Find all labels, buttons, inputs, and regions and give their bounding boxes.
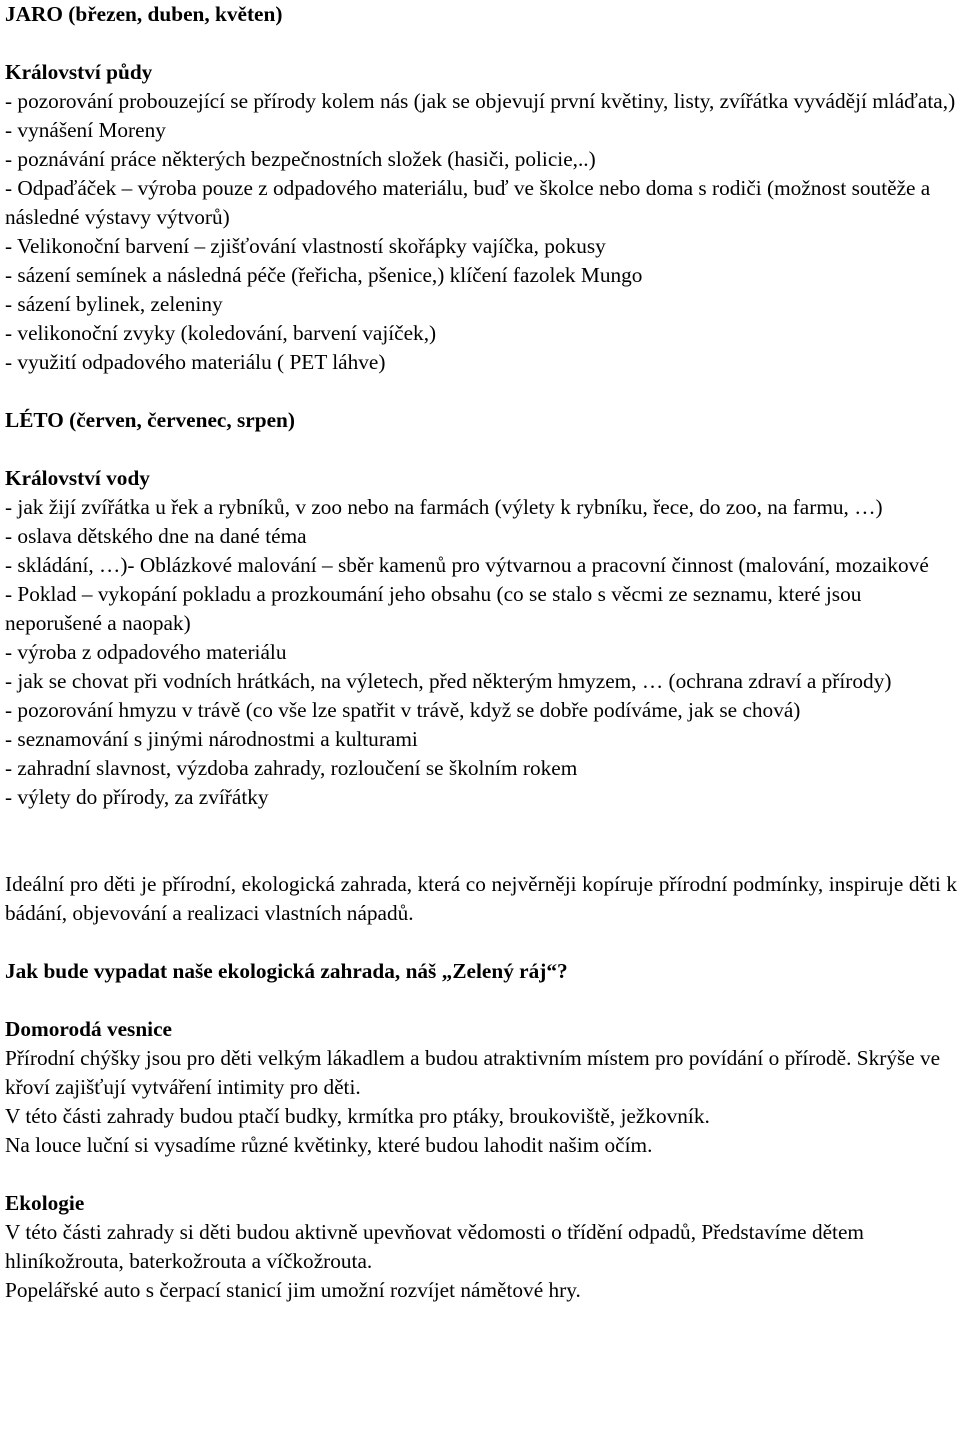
- spring-heading: JARO (březen, duben, květen): [5, 2, 283, 26]
- spring-line: - vynášení Moreny: [5, 118, 166, 142]
- summer-line: - jak se chovat při vodních hrátkách, na výletech, před některým hmyzem, … (ochrana zdraví a přírody): [5, 669, 892, 693]
- summer-line: - oslava dětského dne na dané téma: [5, 524, 307, 548]
- summer-line: - výroba z odpadového materiálu: [5, 640, 287, 664]
- summer-line: - seznamování s jinými národnostmi a kulturami: [5, 727, 418, 751]
- summer-kingdom-heading: Království vody: [5, 466, 150, 490]
- summer-heading: LÉTO (červen, červenec, srpen): [5, 408, 295, 432]
- summer-line: - jak žijí zvířátka u řek a rybníků, v zoo nebo na farmách (výlety k rybníku, řece, do zoo, na farmu, …): [5, 495, 883, 519]
- summer-line: - skládání, …)- Oblázkové malování – sběr kamenů pro výtvarnou a pracovní činnost (malování, mozaikové: [5, 553, 929, 577]
- summer-line: - Poklad – vykopání pokladu a prozkoumání jeho obsahu (co se stalo s věcmi ze seznamu, které jsou neporušené a naopak): [5, 582, 862, 635]
- spring-line: - sázení bylinek, zeleniny: [5, 292, 223, 316]
- spring-line: - Velikonoční barvení – zjišťování vlastností skořápky vajíčka, pokusy: [5, 234, 606, 258]
- village-line: Na louce luční si vysadíme různé květinky, které budou lahodit našim očím.: [5, 1133, 653, 1157]
- village-line: V této části zahrady budou ptačí budky, krmítka pro ptáky, broukoviště, ježkovník.: [5, 1104, 710, 1128]
- ecology-line: Popelářské auto s čerpací stanicí jim umožní rozvíjet námětové hry.: [5, 1278, 581, 1302]
- spring-line: - využití odpadového materiálu ( PET láhve): [5, 350, 386, 374]
- summer-line: - pozorování hmyzu v trávě (co vše lze spatřit v trávě, když se dobře podíváme, jak se chová): [5, 698, 801, 722]
- spring-kingdom-heading: Království půdy: [5, 60, 153, 84]
- village-line: Přírodní chýšky jsou pro děti velkým lákadlem a budou atraktivním místem pro povídání o přírodě. Skrýše ve křoví zajišťují vytváření intimity pro děti.: [5, 1046, 941, 1099]
- spring-line: - Odpaďáček – výroba pouze z odpadového materiálu, buď ve školce nebo doma s rodiči (možnost soutěže a následné výstavy výtvorů): [5, 176, 931, 229]
- spring-line: - pozorování probouzející se přírody kolem nás (jak se objevují první květiny, listy, zvířátka vyvádějí mláďata,): [5, 89, 956, 113]
- question-heading: Jak bude vypadat naše ekologická zahrada, náš „Zelený ráj“?: [5, 959, 568, 983]
- ecology-line: V této části zahrady si děti budou aktivně upevňovat vědomosti o třídění odpadů, Představíme dětem hliníkožrouta, baterkožrouta a víčkožrouta.: [5, 1220, 864, 1273]
- village-heading: Domorodá vesnice: [5, 1017, 173, 1041]
- ecology-heading: Ekologie: [5, 1191, 85, 1215]
- spring-line: - velikonoční zvyky (koledování, barvení vajíček,): [5, 321, 437, 345]
- document-page: [5, 0, 957, 1305]
- spring-line: - sázení semínek a následná péče (řeřicha, pšenice,) klíčení fazolek Mungo: [5, 263, 643, 287]
- summer-line: - zahradní slavnost, výzdoba zahrady, rozloučení se školním rokem: [5, 756, 578, 780]
- summer-line: - výlety do přírody, za zvířátky: [5, 785, 269, 809]
- intro-paragraph: Ideální pro děti je přírodní, ekologická zahrada, která co nejvěrněji kopíruje přírodní podmínky, inspiruje děti k bádání, objevování a realizaci vlastních nápadů.: [5, 872, 957, 925]
- spring-line: - poznávání práce některých bezpečnostních složek (hasiči, policie,..): [5, 147, 596, 171]
